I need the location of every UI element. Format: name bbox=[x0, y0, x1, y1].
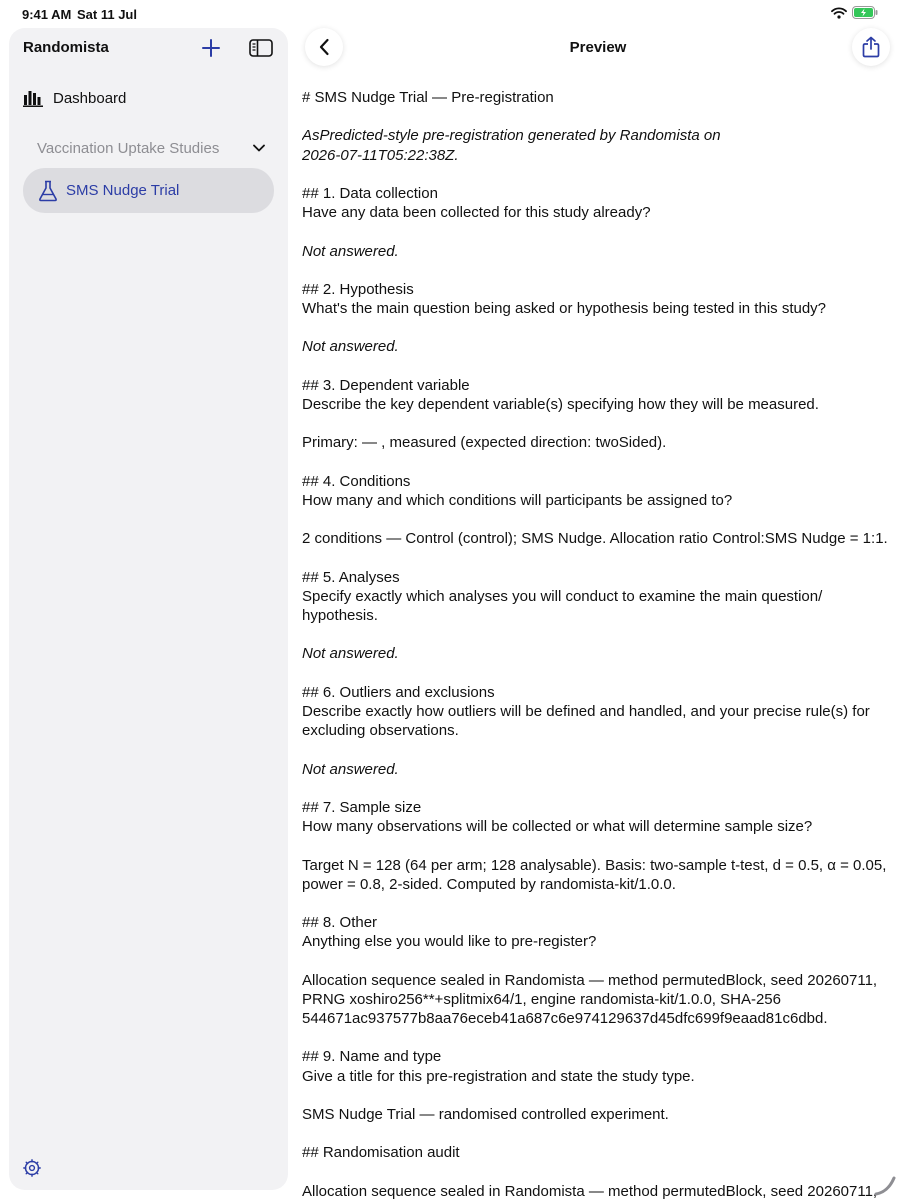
blank-line bbox=[302, 357, 892, 376]
preview-line: Describe the key dependent variable(s) specifying how they will be measured. bbox=[302, 396, 819, 413]
blank-line bbox=[302, 510, 892, 529]
share-icon bbox=[862, 36, 880, 58]
plus-icon bbox=[202, 39, 220, 57]
blank-line bbox=[302, 1163, 892, 1182]
add-button[interactable] bbox=[199, 36, 223, 60]
preview-line: ## 2. Hypothesis bbox=[302, 280, 414, 298]
blank-line bbox=[302, 625, 892, 644]
preview-line: ## 5. Analyses bbox=[302, 568, 400, 586]
blank-line bbox=[302, 664, 892, 683]
blank-line bbox=[302, 894, 892, 913]
scroll-indicator[interactable] bbox=[874, 1174, 896, 1196]
preview-line: What's the main question being asked or hypothesis being tested in this study? bbox=[302, 300, 827, 318]
preview-line: Have any data been collected for this study already? bbox=[302, 204, 651, 222]
preview-line: AsPredicted-style pre-registration generated by Randomista on bbox=[302, 127, 721, 145]
preview-line: 544671ac937577b8aa76eceb41a687c6e974129637d45dfc699f9eaad81c6dbd. bbox=[302, 1010, 828, 1027]
chevron-left-icon bbox=[318, 38, 330, 56]
preview-line: ## 1. Data collection bbox=[302, 184, 438, 202]
blank-line bbox=[302, 549, 892, 568]
sidebar-item-sms-nudge-trial[interactable] bbox=[23, 168, 274, 213]
preview-line: How many and which conditions will participants be assigned to? bbox=[302, 491, 733, 509]
preview-document[interactable] bbox=[302, 88, 892, 1200]
sidebar-item-label: SMS Nudge Trial bbox=[66, 182, 180, 199]
share-button[interactable] bbox=[852, 28, 890, 66]
preview-line: ## 8. Other bbox=[302, 914, 378, 932]
preview-line: ## 9. Name and type bbox=[302, 1048, 442, 1066]
blank-line bbox=[302, 261, 892, 280]
sidebar-item-label: Dashboard bbox=[53, 89, 127, 107]
blank-line bbox=[302, 836, 892, 855]
preview-line: 2026-07-11T05:22:38Z. bbox=[302, 146, 459, 164]
preview-line: ## Randomisation audit bbox=[302, 1144, 460, 1162]
gear-icon bbox=[23, 1159, 41, 1177]
blank-line bbox=[302, 222, 892, 241]
wifi-icon bbox=[831, 7, 847, 22]
preview-line: Not answered. bbox=[302, 242, 399, 260]
chevron-down-icon bbox=[253, 144, 265, 152]
blank-line bbox=[302, 740, 892, 759]
preview-line: 2 conditions — Control (control); SMS Nudge. Allocation ratio Control:SMS Nudge = 1:1. bbox=[302, 530, 888, 548]
blank-line bbox=[302, 453, 892, 472]
preview-line: Describe exactly how outliers will be defined and handled, and your precise rule(s) for bbox=[302, 703, 870, 720]
blank-line bbox=[302, 1086, 892, 1105]
preview-line: excluding observations. bbox=[302, 722, 459, 740]
blank-line bbox=[302, 165, 892, 184]
preview-line: Not answered. bbox=[302, 760, 399, 778]
section-label: Vaccination Uptake Studies bbox=[37, 139, 220, 157]
status-bar bbox=[0, 0, 900, 28]
blank-line bbox=[302, 779, 892, 798]
preview-line: Specify exactly which analyses you will conduct to examine the main question/ bbox=[302, 587, 823, 605]
preview-line: ## 4. Conditions bbox=[302, 472, 411, 490]
page-title: Preview bbox=[569, 39, 627, 56]
flask-icon bbox=[38, 180, 58, 202]
preview-line: Allocation sequence sealed in Randomista — method permutedBlock, seed 20260711, bbox=[302, 971, 878, 989]
navigation-bar bbox=[296, 28, 900, 68]
blank-line bbox=[302, 107, 892, 126]
sidebar-toggle-button[interactable] bbox=[248, 36, 274, 60]
sidebar-title: Randomista bbox=[23, 39, 109, 56]
bar-chart-icon bbox=[23, 89, 43, 107]
battery-charging-icon bbox=[852, 6, 878, 22]
preview-line: ## 7. Sample size bbox=[302, 798, 422, 816]
preview-line: How many observations will be collected or what will determine sample size? bbox=[302, 818, 813, 836]
sidebar-toggle-icon bbox=[249, 39, 273, 57]
preview-line: ## 6. Outliers and exclusions bbox=[302, 683, 495, 701]
preview-line: # SMS Nudge Trial — Pre-registration bbox=[302, 89, 554, 106]
blank-line bbox=[302, 318, 892, 337]
status-time: 9:41 AM bbox=[22, 7, 72, 22]
sidebar bbox=[9, 28, 288, 1190]
blank-line bbox=[302, 1124, 892, 1143]
preview-line: Target N = 128 (64 per arm; 128 analysable). Basis: two-sample t-test, d = 0.5, α = 0.05, bbox=[302, 856, 887, 874]
preview-line: Not answered. bbox=[302, 338, 399, 356]
preview-line: SMS Nudge Trial — randomised controlled experiment. bbox=[302, 1105, 669, 1123]
blank-line bbox=[302, 414, 892, 433]
status-date: Sat 11 Jul bbox=[77, 7, 137, 22]
preview-line: hypothesis. bbox=[302, 607, 378, 625]
preview-line: power = 0.8, 2-sided. Computed by randomista-kit/1.0.0. bbox=[302, 875, 676, 893]
preview-line: Primary: — , measured (expected direction: twoSided). bbox=[302, 434, 667, 452]
blank-line bbox=[302, 951, 892, 970]
preview-line: Give a title for this pre-registration and state the study type. bbox=[302, 1067, 695, 1085]
preview-line: Anything else you would like to pre-register? bbox=[302, 933, 597, 951]
blank-line bbox=[302, 1028, 892, 1047]
back-button[interactable] bbox=[305, 28, 343, 66]
preview-line: Allocation sequence sealed in Randomista — method permutedBlock, seed 20260711, bbox=[302, 1182, 878, 1200]
preview-line: PRNG xoshiro256**+splitmix64/1, engine randomista-kit/1.0.0, SHA-256 bbox=[302, 990, 781, 1008]
sidebar-item-dashboard[interactable] bbox=[23, 82, 273, 114]
preview-line: Not answered. bbox=[302, 645, 399, 663]
settings-button[interactable] bbox=[23, 1159, 41, 1177]
section-vaccination-uptake-studies[interactable] bbox=[37, 136, 265, 160]
status-icons bbox=[831, 6, 878, 22]
preview-line: ## 3. Dependent variable bbox=[302, 376, 470, 394]
